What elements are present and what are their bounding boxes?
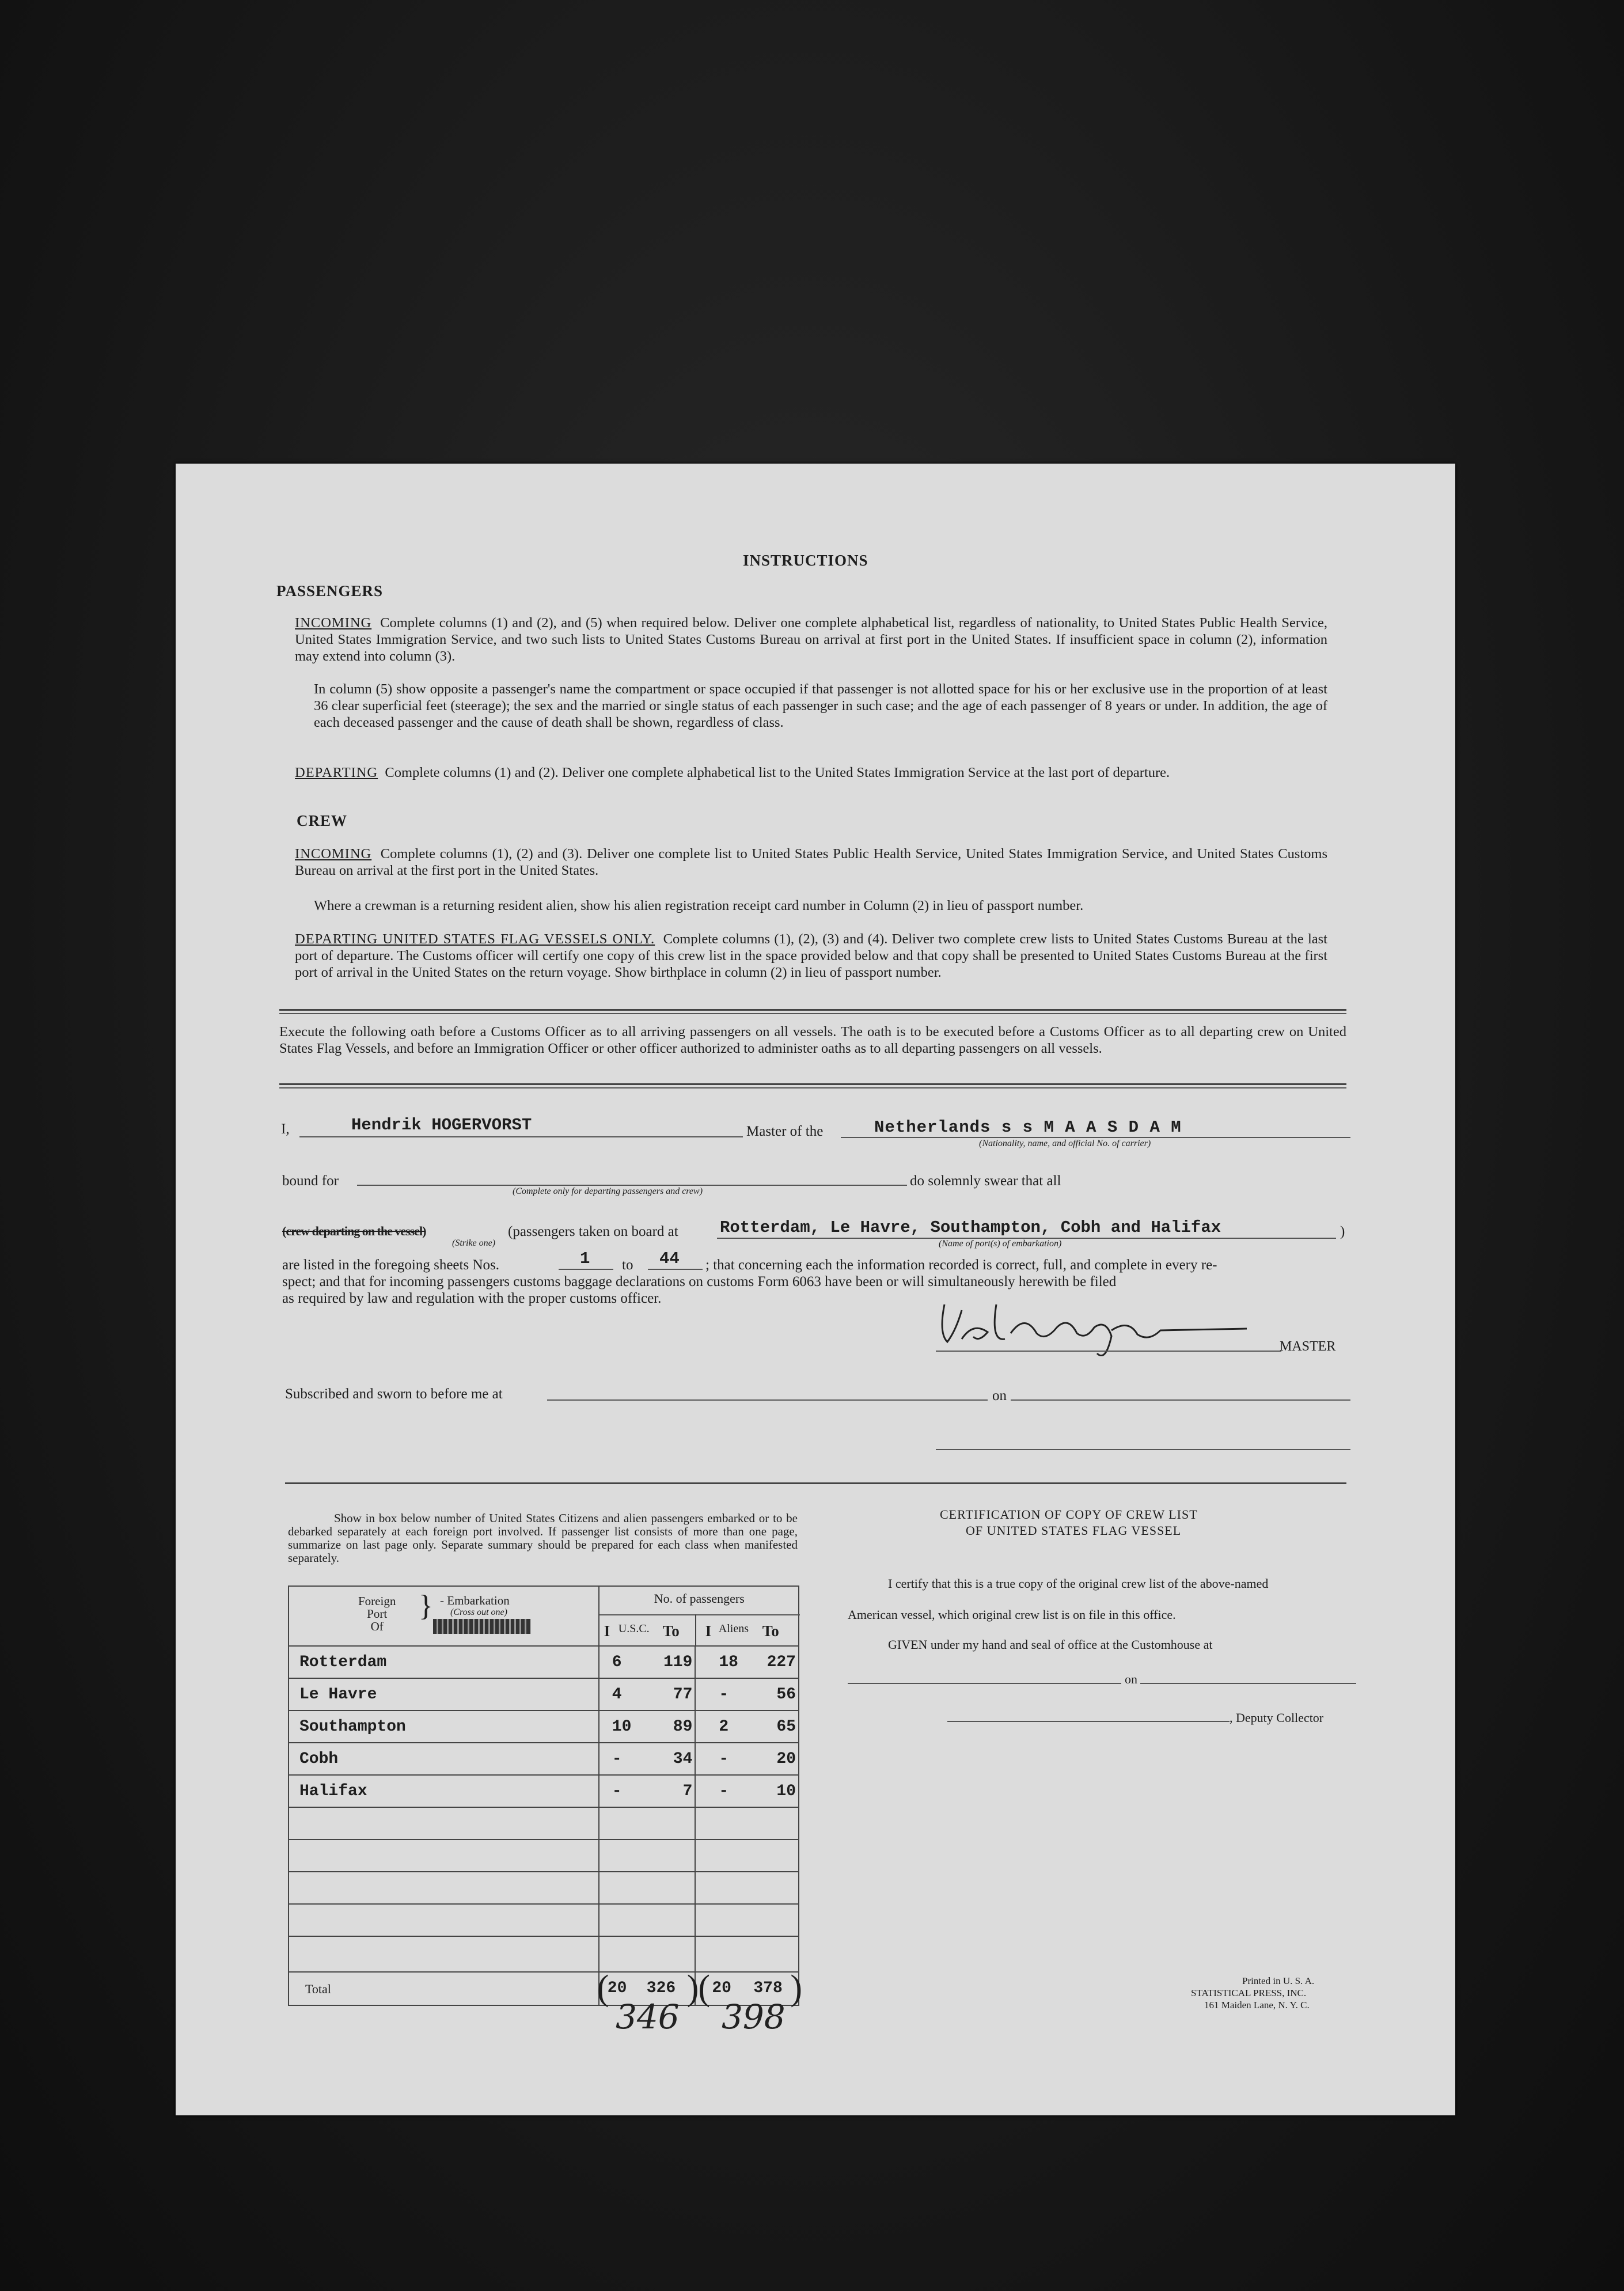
row-port: Halifax — [299, 1782, 367, 1800]
master-label: MASTER — [1280, 1339, 1336, 1354]
row-aliens-i: 18 — [719, 1653, 738, 1671]
subscribed-label: Subscribed and sworn to before me at — [285, 1386, 503, 1402]
embarkation-table — [288, 1586, 803, 2008]
row-port: Southampton — [299, 1718, 406, 1736]
vessel-caption: (Nationality, name, and official No. of carrier) — [979, 1139, 1151, 1148]
oath-instructions: Execute the following oath before a Customs Officer as to all arriving passengers on all vessels. The oath is to be executed before a Customs Officer as to all departing crew on United States Flag Vessels, and before an Immigration Officer or other officer authorized to administer oaths as to all departing passengers on all vessels. — [279, 1024, 1346, 1056]
row-aliens-i: 2 — [719, 1718, 729, 1736]
no-passengers-label: No. of passengers — [654, 1591, 745, 1606]
listed-prefix: are listed in the foregoing sheets Nos. — [282, 1257, 499, 1273]
total-aliens-i: 20 — [712, 1979, 731, 1997]
master-signature — [933, 1287, 1255, 1356]
row-usc-to: 7 — [682, 1782, 693, 1800]
row-usc-i: 10 — [612, 1718, 632, 1736]
row-aliens-i: - — [719, 1686, 729, 1704]
table-row — [289, 1775, 799, 1807]
row-aliens-i: - — [719, 1782, 729, 1800]
form-page — [176, 464, 1455, 2115]
oath-i-label: I, — [281, 1121, 290, 1137]
row-aliens-to: 20 — [776, 1750, 796, 1768]
vessel-name: Netherlands s s M A A S D A M — [874, 1118, 1182, 1137]
officer-signature-line — [936, 1449, 1350, 1450]
table-row — [289, 1743, 799, 1775]
master-name: Hendrik HOGERVORST — [351, 1116, 532, 1135]
header-divider — [599, 1614, 800, 1615]
foreign-port-label: Foreign Port Of — [358, 1594, 396, 1633]
certification-on-label: on — [1125, 1672, 1137, 1686]
certification-date-line — [1140, 1683, 1356, 1684]
certification-line-1: I certify that this is a true copy of the original crew list of the above-named — [888, 1576, 1269, 1591]
struck-crew-text: (crew departing on the vessel) — [282, 1224, 426, 1238]
row-usc-i: - — [612, 1782, 622, 1800]
ports-caption: (Name of port(s) of embarkation) — [939, 1239, 1062, 1249]
bound-for-label: bound for — [282, 1173, 339, 1189]
aliens-label: Aliens — [718, 1622, 749, 1635]
crew-heading: CREW — [297, 812, 348, 829]
total-aliens-to: 378 — [753, 1979, 783, 1997]
crewman-paragraph: Where a crewman is a returning resident alien, show his alien registration receipt card number in Column (2) in lieu of passport number. — [314, 898, 1084, 913]
divider — [279, 1009, 1346, 1011]
table-row — [289, 1839, 799, 1872]
table-row — [289, 1678, 799, 1710]
row-aliens-to: 56 — [776, 1686, 796, 1704]
master-of-label: Master of the — [746, 1124, 824, 1139]
printer-line-3: 161 Maiden Lane, N. Y. C. — [1204, 2000, 1310, 2011]
brace: } — [419, 1590, 433, 1622]
cross-caption: (Cross out one) — [450, 1607, 507, 1617]
certification-title-1: CERTIFICATION OF COPY OF CREW LIST — [940, 1507, 1198, 1522]
bound-for-caption: (Complete only for departing passengers and crew) — [513, 1186, 703, 1196]
table-row — [289, 1646, 799, 1678]
subscribed-date-line — [1011, 1399, 1350, 1401]
incoming-label: INCOMING — [295, 615, 372, 631]
total-label: Total — [305, 1982, 331, 1996]
usc-label: U.S.C. — [618, 1622, 650, 1635]
row-usc-i: 6 — [612, 1653, 622, 1671]
deputy-collector-label: , Deputy Collector — [1230, 1710, 1324, 1725]
row-port: Rotterdam — [299, 1653, 387, 1671]
incoming-paragraph — [295, 615, 1327, 665]
table-header-row — [289, 1586, 799, 1646]
listed-line3: as required by law and regulation with the proper customs officer. — [282, 1291, 662, 1306]
departing-label: DEPARTING — [295, 765, 378, 780]
handwritten-usc-sum: 346 — [616, 1997, 680, 2036]
table-row — [289, 1710, 799, 1743]
listed-line2: spect; and that for incoming passengers customs baggage declarations on customs Form 6063 have been or will simultaneously herewith be filed — [282, 1274, 1117, 1289]
row-usc-to: 89 — [673, 1718, 693, 1736]
row-usc-i: - — [612, 1750, 622, 1768]
subscribed-on-label: on — [992, 1388, 1007, 1404]
passengers-label: (passengers taken on board at — [508, 1224, 678, 1239]
struck-debarkation — [433, 1619, 531, 1634]
column5-paragraph: In column (5) show opposite a passenger's name the compartment or space occupied if that passenger is not allotted space for his or her exclusive use in the proportion of at least 36 clear superficial feet (steerage); the sex and the married or single status of each passenger in such case; and the age of each passenger of 8 years or under. In addition, the age of each deceased passenger and the cause of death shall be shown, regardless of class. — [314, 681, 1327, 730]
swear-label: do solemnly swear that all — [910, 1173, 1061, 1189]
handwritten-aliens-sum: 398 — [722, 1997, 786, 2036]
instructions-title: INSTRUCTIONS — [743, 552, 868, 569]
passengers-heading: PASSENGERS — [276, 582, 384, 600]
embarkation-label: - Embarkation — [440, 1594, 510, 1607]
incoming-text: Complete columns (1) and (2), and (5) when required below. Deliver one complete alphabetical list, regardless of nationality, to United States Public Health Service, United States Immigration Service, and two such lists to United States Customs Bureau on arrival at first port in the United States. If insufficient space in column (2), information may extend into column (3). — [295, 615, 1328, 664]
row-usc-to: 77 — [673, 1686, 693, 1704]
sheet-from: 1 — [580, 1249, 590, 1268]
row-usc-to: 119 — [663, 1653, 693, 1671]
printer-line-1: Printed in U. S. A. — [1242, 1975, 1315, 1986]
crew-incoming-label: INCOMING — [295, 846, 372, 862]
subscribed-place-line — [547, 1399, 988, 1401]
divider — [279, 1013, 1346, 1014]
row-port: Le Havre — [299, 1686, 377, 1704]
total-row: Total ( 20 326 ) ( 20 378 ) — [289, 1972, 799, 2005]
row-port: Cobh — [299, 1750, 339, 1768]
divider — [279, 1087, 1346, 1088]
aliens-i-label: I — [705, 1622, 712, 1640]
table-row — [289, 1872, 799, 1904]
sheet-from-line — [559, 1269, 613, 1270]
crew-incoming-paragraph — [295, 845, 1327, 879]
strike-caption: (Strike one) — [452, 1238, 496, 1248]
table-row — [289, 1936, 799, 1972]
departing-paragraph — [295, 764, 1327, 781]
aliens-to-label: To — [762, 1622, 779, 1640]
to-label: to — [622, 1257, 633, 1273]
divider — [285, 1482, 1346, 1484]
table-row — [289, 1807, 799, 1839]
certification-line-3: GIVEN under my hand and seal of office at the Customhouse at — [888, 1637, 1213, 1652]
row-usc-to: 34 — [673, 1750, 693, 1768]
certification-title-2: OF UNITED STATES FLAG VESSEL — [966, 1523, 1182, 1538]
flag-vessels-text: Complete columns (1), (2), (3) and (4). Deliver two complete crew lists to United States Customs Bureau at the last port of departure. The Customs officer will certify one copy of this crew list in the space provided below and that copy shall be presented to United States Customs Bureau at the first port of arrival in the United States on the return voyage. Show birthplace in column (2) in lieu of passport number. — [295, 931, 1327, 980]
total-usc-to: 326 — [646, 1979, 676, 1997]
bound-for-line — [357, 1185, 907, 1186]
flag-vessels-label: DEPARTING UNITED STATES FLAG VESSELS ONLY. — [295, 931, 655, 947]
total-usc-i: 20 — [607, 1979, 627, 1997]
vessel-line — [841, 1137, 1350, 1138]
summary-note: Show in box below number of United States Citizens and alien passengers embarked or to be debarked separately at each foreign port involved. If passenger list consists of more than one page, summarize on last page only. Separate summary should be prepared for each class when manifested separately. — [288, 1511, 798, 1565]
usc-to-label: To — [662, 1622, 680, 1640]
printer-line-2: STATISTICAL PRESS, INC. — [1191, 1987, 1307, 1998]
listed-suffix: ; that concerning each the information recorded is correct, full, and complete in every re- — [705, 1257, 1217, 1273]
row-aliens-to: 65 — [776, 1718, 796, 1736]
embarkation-ports: Rotterdam, Le Havre, Southampton, Cobh and Halifax — [720, 1218, 1221, 1237]
master-name-line — [299, 1136, 743, 1137]
row-aliens-to: 10 — [776, 1782, 796, 1800]
master-signature-line — [936, 1351, 1281, 1352]
row-usc-i: 4 — [612, 1686, 622, 1704]
table-row — [289, 1904, 799, 1936]
row-aliens-to: 227 — [767, 1653, 796, 1671]
crew-incoming-text: Complete columns (1), (2) and (3). Deliver one complete list to United States Public Health Service, United States Immigration Service, and United States Customs Bureau on arrival at the first port in the United States. — [295, 846, 1328, 878]
certification-line-2: American vessel, which original crew list is on file in this office. — [848, 1607, 1176, 1622]
customhouse-line — [848, 1683, 1121, 1684]
divider — [279, 1083, 1346, 1085]
sheet-to: 44 — [659, 1249, 680, 1268]
row-aliens-i: - — [719, 1750, 729, 1768]
usc-i-label: I — [604, 1622, 610, 1640]
close-paren: ) — [1340, 1224, 1345, 1239]
flag-vessels-paragraph — [295, 931, 1327, 981]
sheet-to-line — [648, 1269, 703, 1270]
deputy-signature-line — [947, 1721, 1230, 1722]
departing-text: Complete columns (1) and (2). Deliver one complete alphabetical list to the United States Immigration Service at the last port of departure. — [385, 765, 1170, 780]
